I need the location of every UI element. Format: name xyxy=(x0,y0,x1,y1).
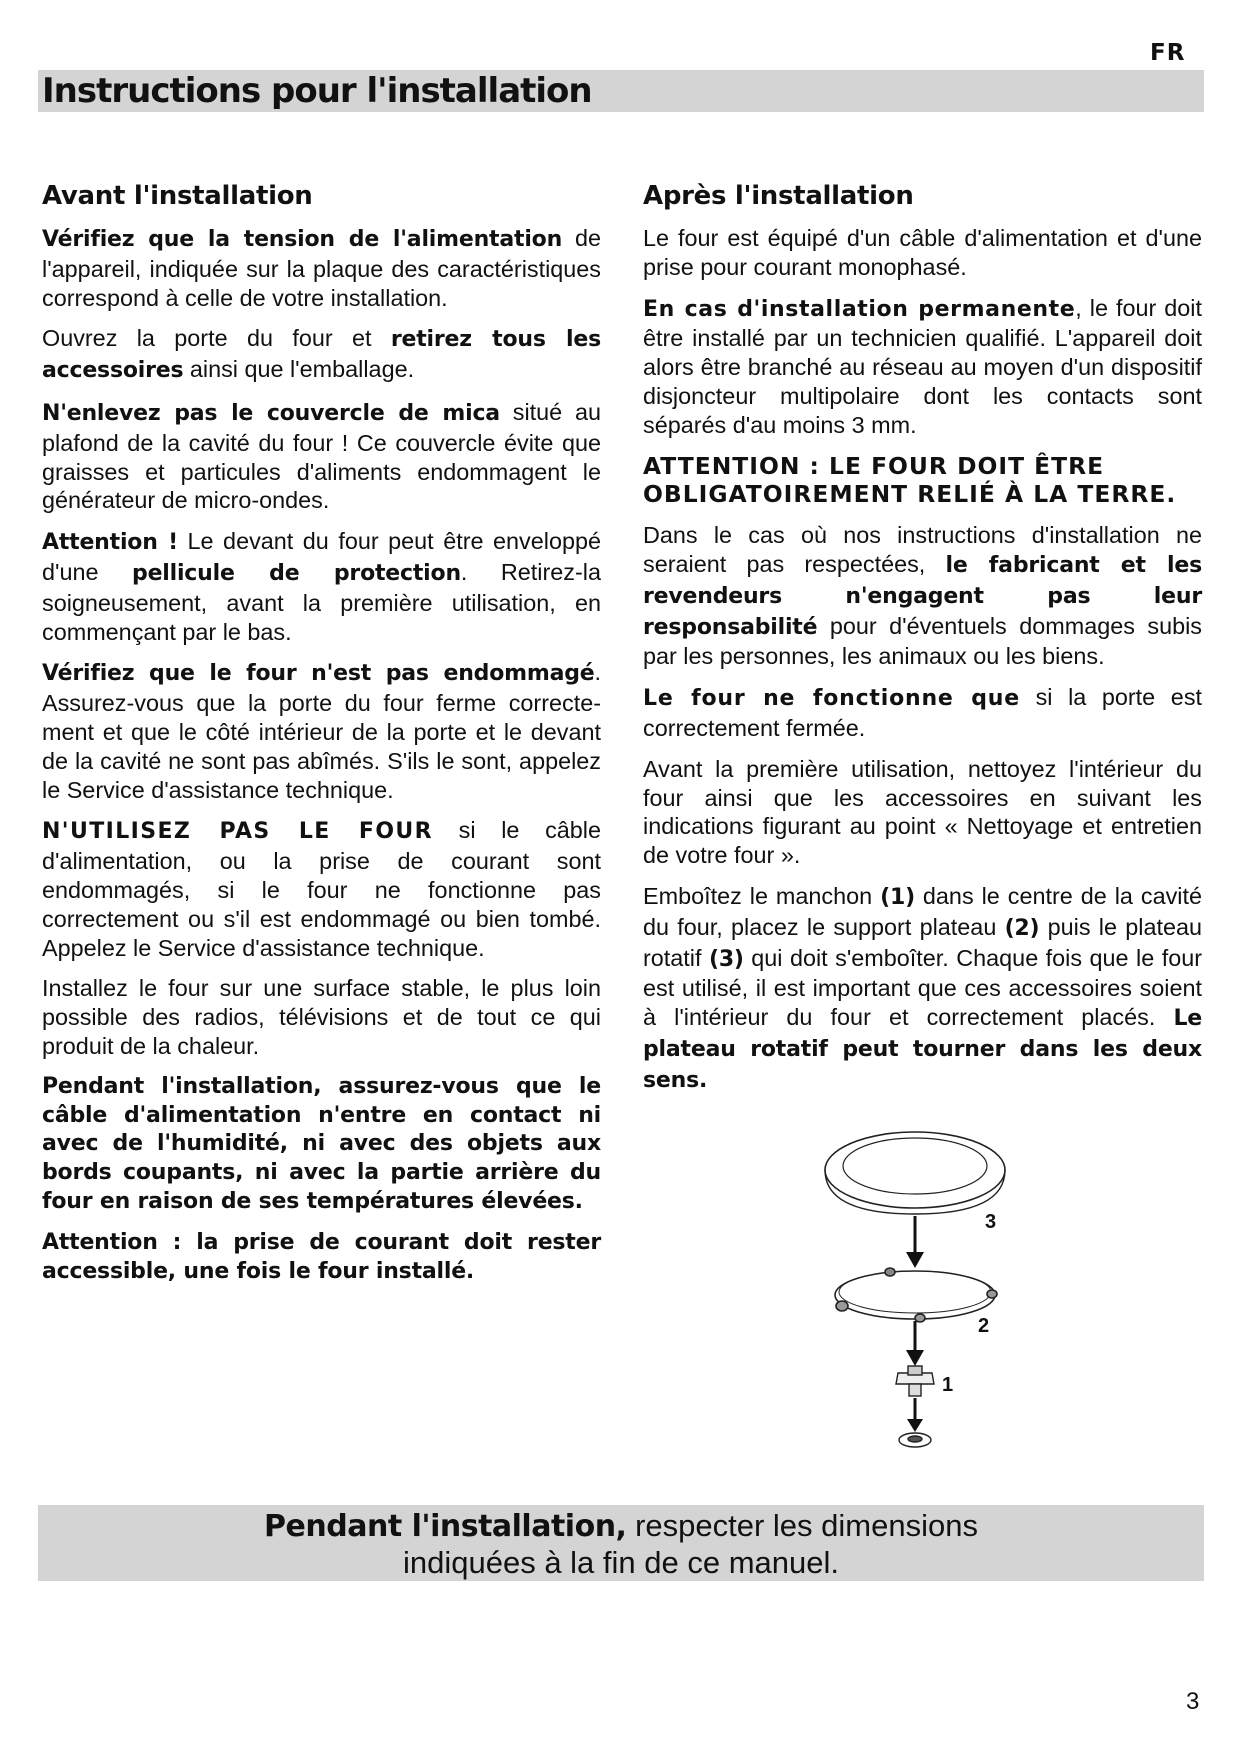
left-column xyxy=(42,178,601,1298)
paragraph-socket-accessible: Attention : la prise de courant doit rester accessible, une fois le four installé. xyxy=(42,1229,601,1284)
page-number: 3 xyxy=(1186,1688,1200,1715)
coupler-illustration xyxy=(896,1366,934,1396)
arrow-down-icon xyxy=(906,1216,924,1268)
glass-plate-illustration xyxy=(825,1132,1005,1214)
paragraph-voltage: Vérifiez que la tension de l'alimentation de l'appareil, indiquée sur la plaque des caractéristiques correspond à celle de votre installation. xyxy=(42,225,601,311)
turntable-assembly-illustration xyxy=(820,1128,1020,1458)
label-2: 2 xyxy=(978,1315,990,1337)
paragraph-permanent-install: En cas d'installation permanente, le four doit être installé par un technicien qualifié. L'appareil doit alors être branché au réseau au moyen d'un dispositif disjoncteur multipolaire dont les contacts sont séparés d'au moins 3 mm. xyxy=(643,294,1202,438)
title-bar xyxy=(38,70,1204,112)
paragraph-liability: Dans le cas où nos instructions d'installation ne seraient pas respectées, le fabricant et les revendeurs n'engagent pas leur responsabilité pour d'éventuels dommages subis par les personnes, les animaux ou les biens. xyxy=(643,522,1202,670)
paragraph-cable-warning: Pendant l'installation, assurez-vous que le câble d'alimentation n'entre en contact ni avec de l'humidité, ni avec des objets aux bords coupants, ni avec la partie arrière du four en raison de ses températures élevées. xyxy=(42,1073,601,1214)
arrow-down-icon xyxy=(907,1398,923,1432)
label-1: 1 xyxy=(942,1374,954,1396)
right-column xyxy=(643,178,1202,1108)
paragraph-do-not-use: N'UTILISEZ PAS LE FOUR si le câble d'alimentation, ou la prise de courant sont endommagés, si le four ne fonctionne pas correctement ou s'il est endommagé ou bien tombé. Appelez le Service d'assistance technique. xyxy=(42,817,601,961)
paragraph-earth-warning: ATTENTION : LE FOUR DOIT ÊTRE OBLIGATOIREMENT RELIÉ À LA TERRE. xyxy=(643,451,1177,509)
label-3: 3 xyxy=(985,1211,997,1233)
language-code: FR xyxy=(1150,40,1186,66)
paragraph-power-cable: Le four est équipé d'un câble d'alimentation et d'une prise pour courant monophasé. xyxy=(643,225,1202,280)
drive-shaft-illustration xyxy=(899,1433,931,1447)
paragraph-turntable: Emboîtez le manchon (1) dans le centre de la cavité du four, placez le support plateau (2) puis le plateau rotatif (3) qui doit s'emboîter. Chaque fois que le four est utilisé, il est important que ces accessoires soient à l'intérieur du four et correctement placés. Le plateau rotatif peut tourner dans les deux sens. xyxy=(643,882,1202,1093)
paragraph-stable-surface: Installez le four sur une surface stable, le plus loin possible des radios, télévisions et de tout ce qui produit de la chaleur. xyxy=(42,975,601,1059)
paragraph-film: Attention ! Le devant du four peut être enveloppé d'une pellicule de protection. Retirez-la soigneusement, avant la première utilisation, en commençant par le bas. xyxy=(42,528,601,645)
paragraph-accessories: Ouvrez la porte du four et retirez tous les accessoires ainsi que l'emballage. xyxy=(42,325,602,384)
paragraph-mica: N'enlevez pas le couvercle de mica situé au plafond de la cavité du four ! Ce couvercle évite que graisses et particules d'aliments endommagent le générateur de micro-ondes. xyxy=(42,398,601,514)
dimensions-notice: Pendant l'installation, respecter les dimensions indiquées à la fin de ce manuel. xyxy=(38,1505,1204,1581)
page-title: Instructions pour l'installation xyxy=(42,71,592,111)
paragraph-damage: Vérifiez que le four n'est pas endommagé. Assurez-vous que la porte du four ferme correcte-ment et que le côté intérieur de la porte et le devant de la cavité ne sont pas abîmés. S'ils le sont, appelez le Service d'assistance technique. xyxy=(42,659,601,803)
heading-before-installation: Avant l'installation xyxy=(42,181,313,211)
paragraph-first-use: Avant la première utilisation, nettoyez l'intérieur du four ainsi que les accessoires en suivant les indications figurant au point « Nettoyage et entretien de votre four ». xyxy=(643,755,1202,869)
heading-after-installation: Après l'installation xyxy=(643,181,914,211)
roller-ring-illustration xyxy=(835,1268,997,1322)
paragraph-door-closed: Le four ne fonctionne que si la porte est correctement fermée. xyxy=(643,684,1203,741)
arrow-down-icon xyxy=(906,1321,924,1366)
